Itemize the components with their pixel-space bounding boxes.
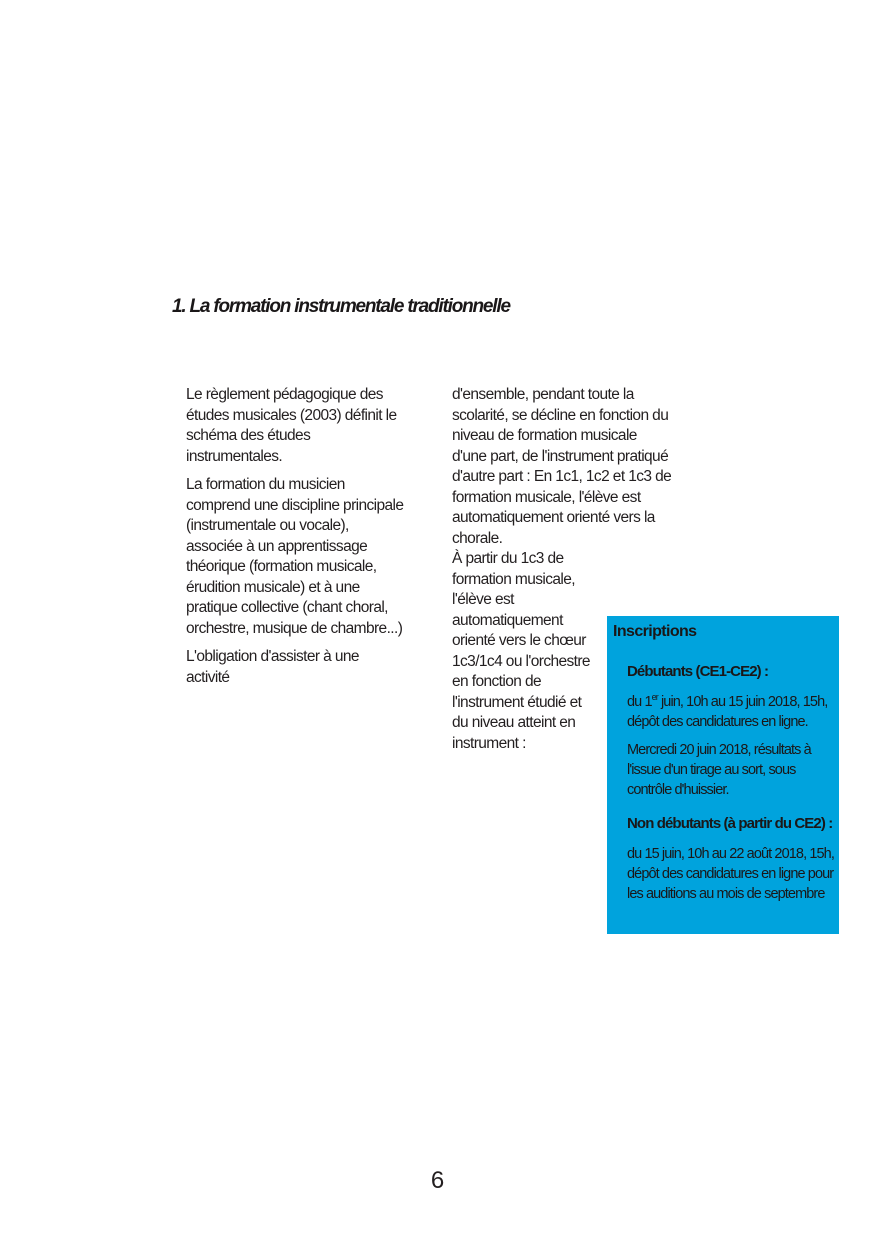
date-prefix: du 1 (627, 694, 652, 710)
inscriptions-box (607, 616, 839, 934)
paragraph: Le règlement pédagogique des études musicales (2003) définit le schéma des études instrumentales. (186, 386, 397, 465)
paragraph: d'ensemble, pendant toute la scolarité, se décline en fonction du niveau de formation musicale d'une part, de l'instrument pratiqué d'autre part : En 1c1, 1c2 et 1c3 de formation musicale, l'élève est automatiquement orienté vers la chorale. (452, 386, 672, 547)
debutants-dates (627, 692, 837, 732)
page-number: 6 (430, 1167, 444, 1194)
paragraph: L'obligation d'assister à une activité (186, 648, 359, 686)
paragraph: À partir du 1c3 de formation musicale, l'élève est automatiquement orienté vers le chœur 1c3/1c4 ou l'orchestre en fonction de l'instrument étudié et du niveau atteint en instrument : (452, 550, 590, 752)
date-superscript: er (651, 692, 658, 703)
paragraph: La formation du musicien comprend une discipline principale (instrumentale ou vocale), associée à un apprentissage théorique (formation musicale, érudition musicale) et à une pratique collective (chant choral, orchestre, musique de chambre...) (186, 476, 404, 637)
inscriptions-body (627, 662, 837, 912)
debutants-heading: Débutants (CE1-CE2) : (627, 663, 769, 680)
inscriptions-title: Inscriptions (613, 623, 697, 640)
section-title: 1. La formation instrumentale traditionnelle (172, 296, 510, 317)
non-debutants-text: du 15 juin, 10h au 22 août 2018, 15h, dépôt des candidatures en ligne pour les auditions au mois de septembre (627, 846, 834, 902)
debutants-results: Mercredi 20 juin 2018, résultats à l'issue d'un tirage au sort, sous contrôle d'huissier. (627, 742, 811, 798)
left-column (186, 385, 406, 696)
date-rest: juin, 10h au 15 juin 2018, 15h, dépôt des candidatures en ligne. (627, 694, 828, 730)
non-debutants-heading: Non débutants (à partir du CE2) : (627, 815, 833, 832)
